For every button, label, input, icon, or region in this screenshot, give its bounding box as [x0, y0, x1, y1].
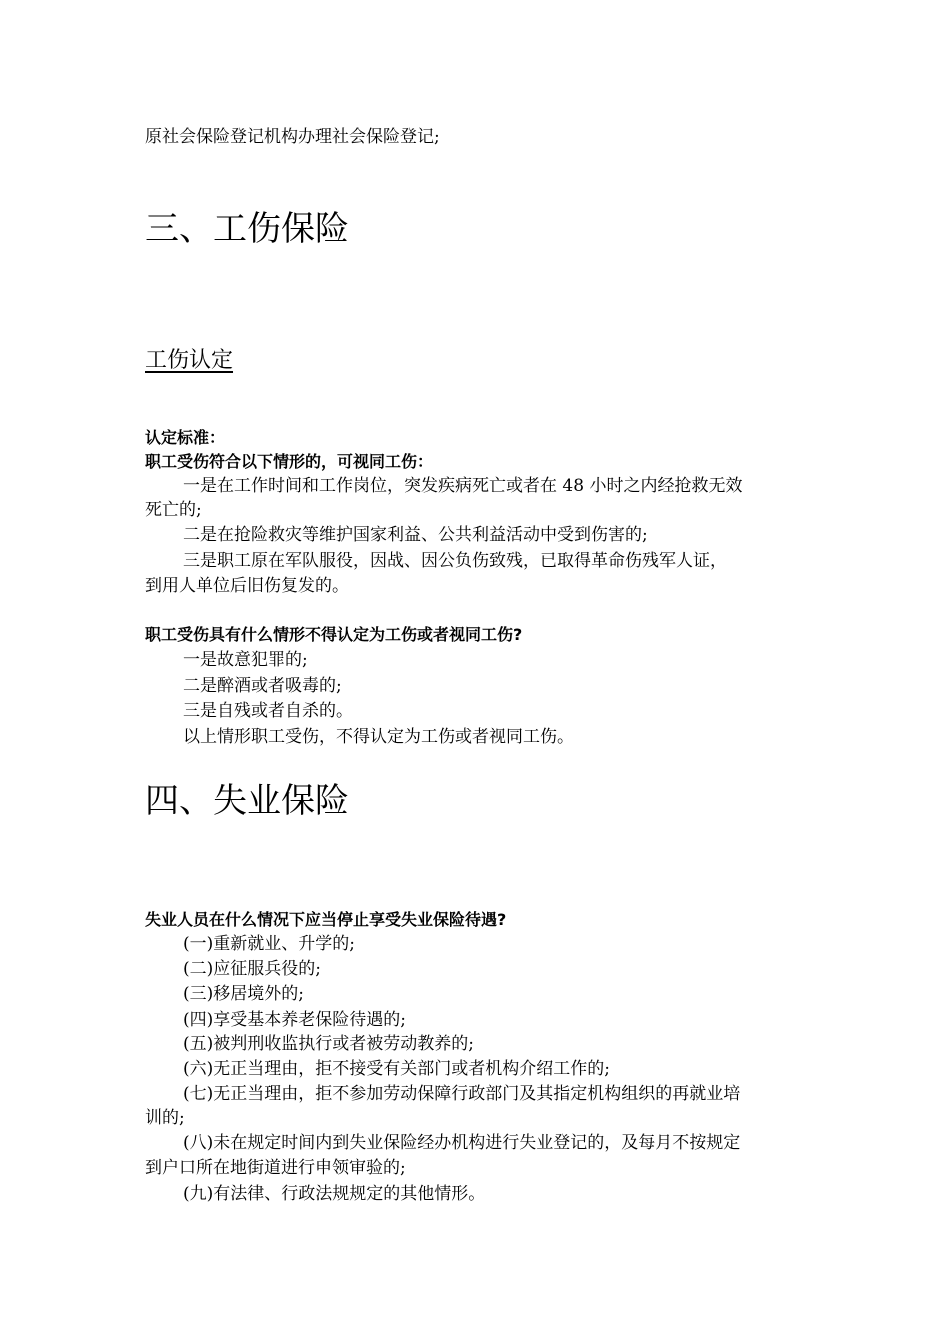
list-item: 三是自残或者自杀的。: [183, 701, 353, 721]
list-item: (六)无正当理由，拒不接受有关部门或者机构介绍工作的;: [183, 1059, 610, 1079]
question-1: 职工受伤符合以下情形的，可视同工伤：: [145, 452, 434, 471]
section-4-question: 失业人员在什么情况下应当停止享受失业保险待遇?: [145, 910, 507, 929]
list-item: (一)重新就业、升学的;: [183, 934, 355, 954]
list-item: 二是在抢险救灾等维护国家利益、公共利益活动中受到伤害的;: [183, 525, 648, 545]
list-item: 到用人单位后旧伤复发的。: [145, 576, 349, 596]
section-3-heading: 三、工伤保险: [145, 209, 349, 249]
list-item: 以上情形职工受伤，不得认定为工伤或者视同工伤。: [183, 727, 574, 747]
list-item: (九)有法律、行政法规规定的其他情形。: [183, 1184, 486, 1204]
list-item: 一是在工作时间和工作岗位，突发疾病死亡或者在 48 小时之内经抢救无效: [183, 476, 743, 496]
list-item: 训的;: [145, 1108, 185, 1128]
list-item: 三是职工原在军队服役，因战、因公负伤致残，已取得革命伤残军人证，: [183, 551, 727, 571]
list-item: 到户口所在地街道进行申领审验的;: [145, 1158, 406, 1178]
section-3-subheading: 工伤认定: [145, 348, 234, 373]
list-item: (五)被判刑收监执行或者被劳动教养的;: [183, 1034, 474, 1054]
criteria-label: 认定标准：: [145, 428, 226, 447]
section-4-heading: 四、失业保险: [145, 781, 349, 821]
intro-line: 原社会保险登记机构办理社会保险登记;: [145, 127, 440, 147]
list-item: 死亡的;: [145, 500, 202, 520]
list-item: (八)未在规定时间内到失业保险经办机构进行失业登记的，及每月不按规定: [183, 1133, 741, 1153]
list-item: (四)享受基本养老保险待遇的;: [183, 1010, 406, 1030]
list-item: 一是故意犯罪的;: [183, 650, 308, 670]
list-item: (七)无正当理由，拒不参加劳动保障行政部门及其指定机构组织的再就业培: [183, 1084, 741, 1104]
list-item: (二)应征服兵役的;: [183, 959, 321, 979]
question-2: 职工受伤具有什么情形不得认定为工伤或者视同工伤?: [145, 625, 523, 644]
list-item: (三)移居境外的;: [183, 984, 304, 1004]
list-item: 二是醉酒或者吸毒的;: [183, 676, 342, 696]
